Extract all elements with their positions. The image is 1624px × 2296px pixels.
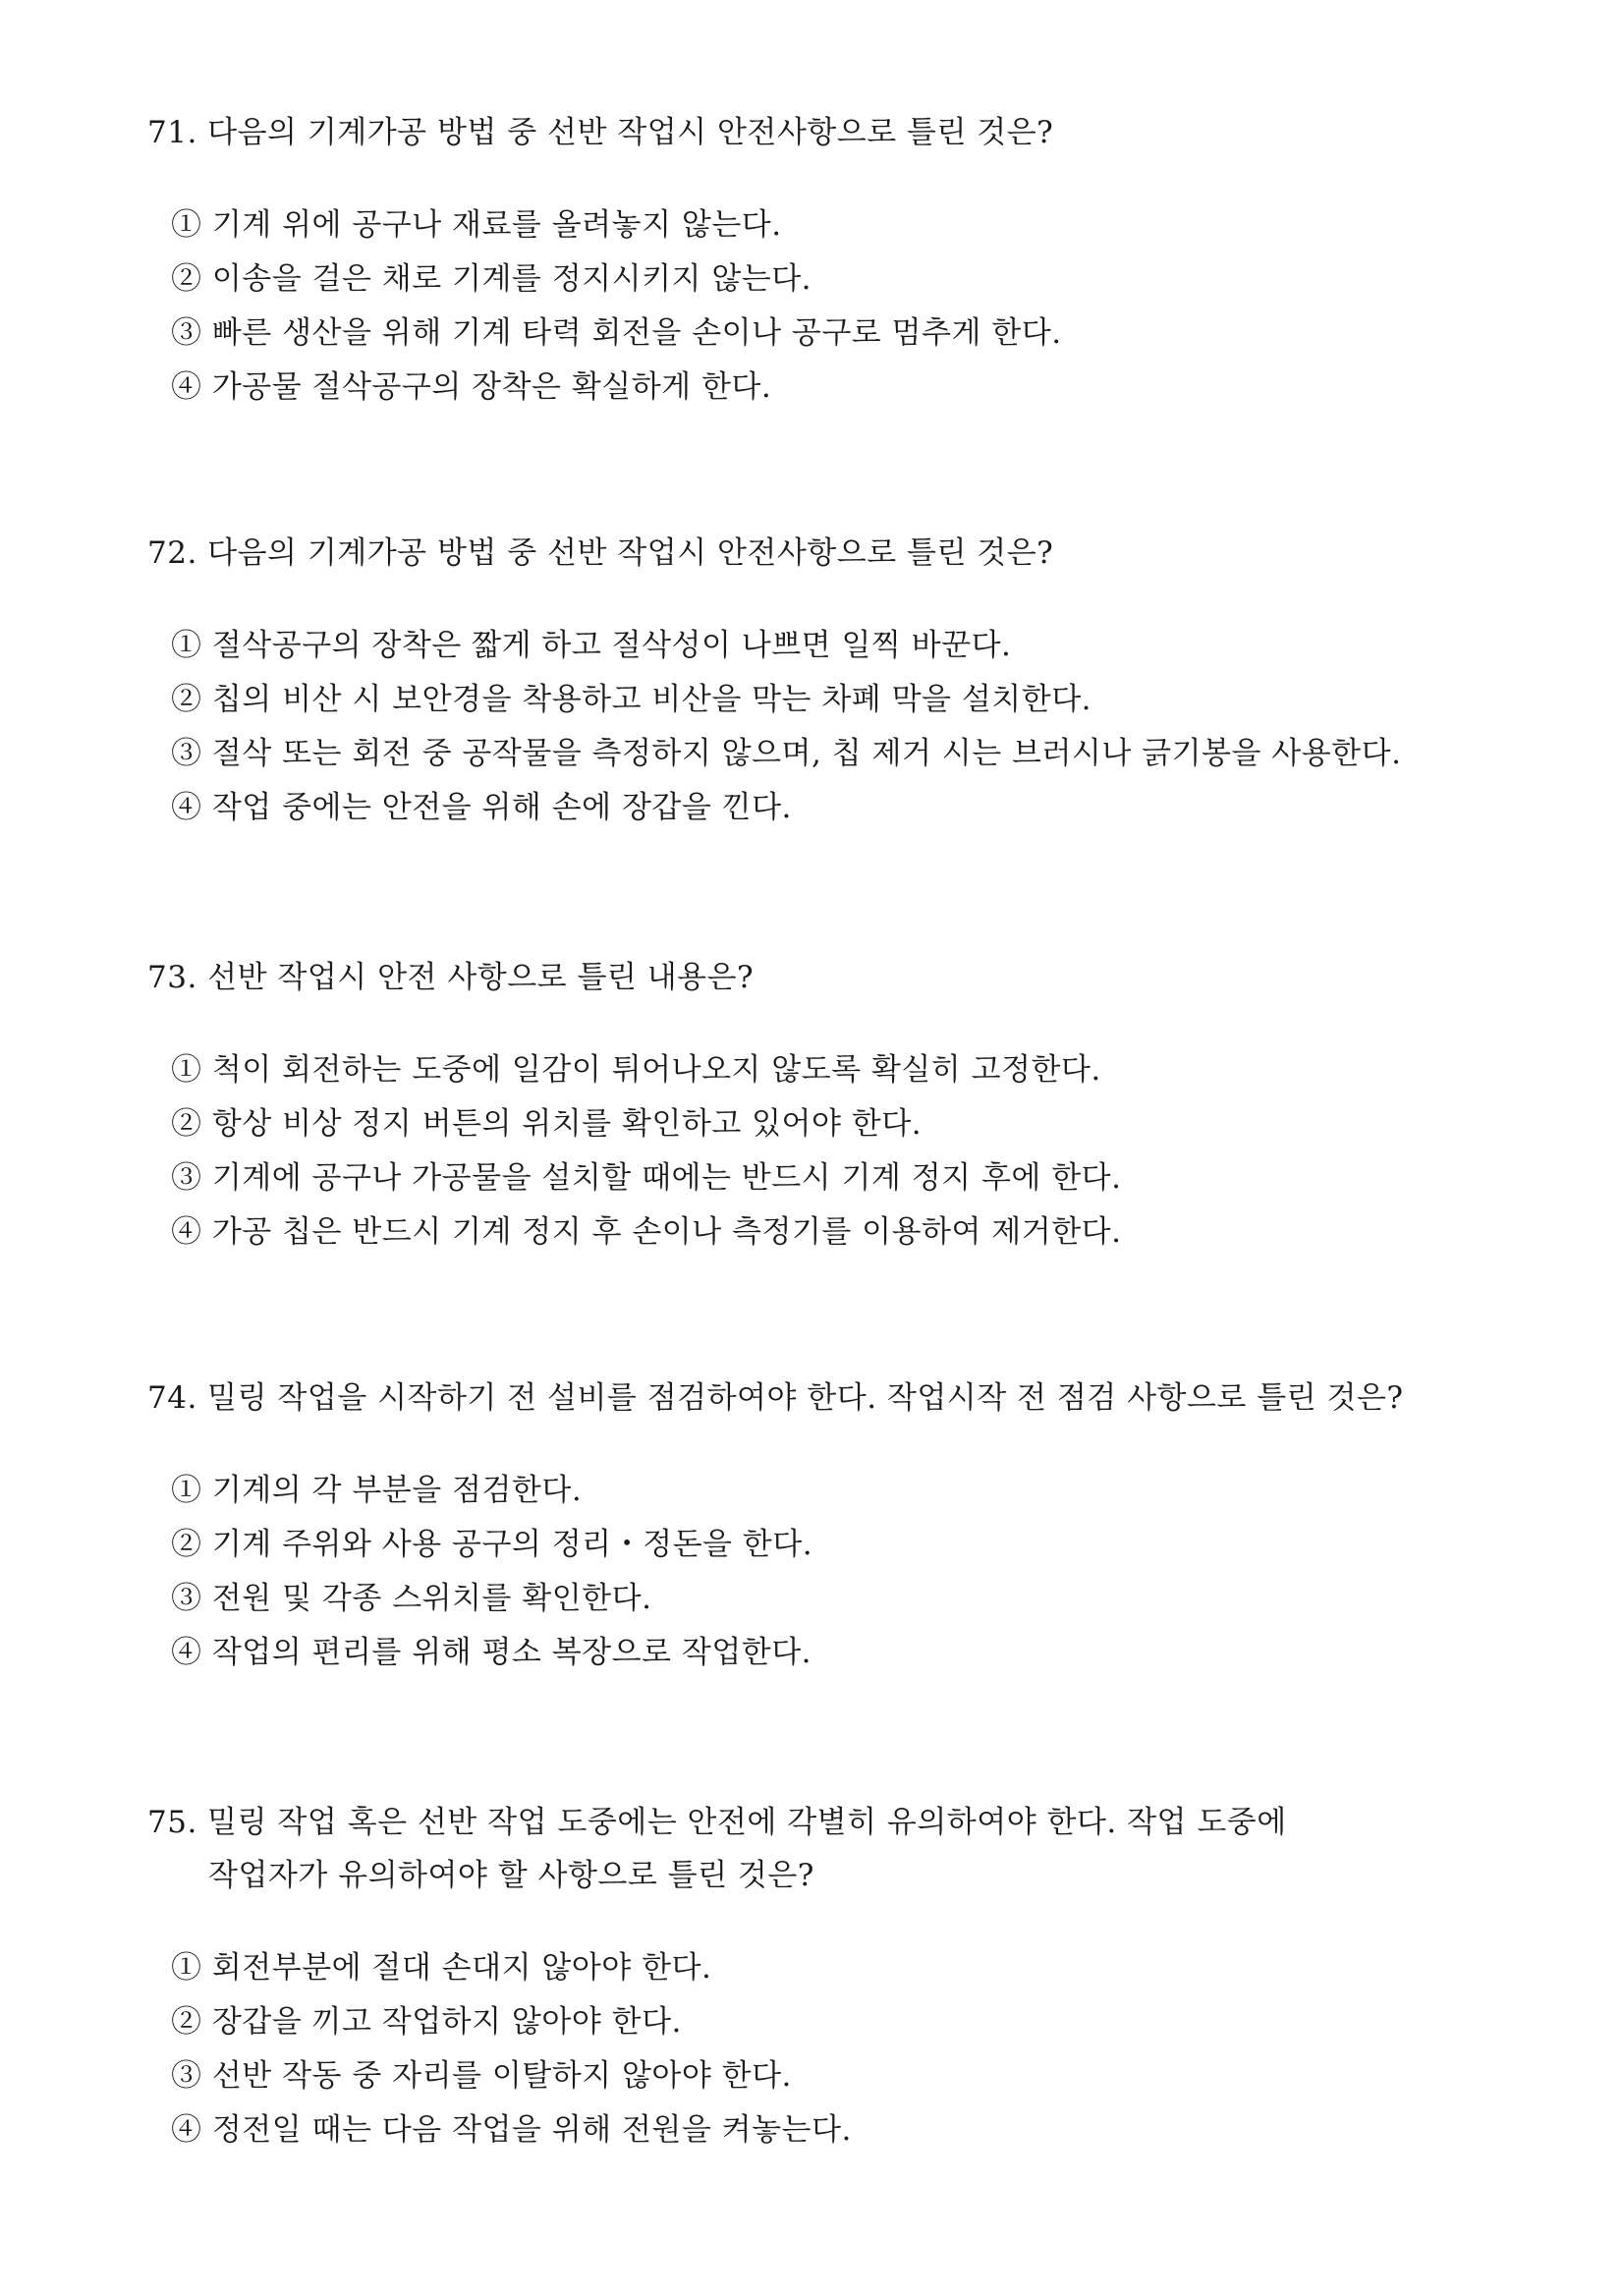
option-2: ② 항상 비상 정지 버튼의 위치를 확인하고 있어야 한다.: [171, 1106, 923, 1142]
option-2: ② 이송을 걸은 채로 기계를 정지시키지 않는다.: [171, 261, 812, 297]
option-1: ① 회전부분에 절대 손대지 않아야 한다.: [171, 1950, 712, 1986]
option-3: ③ 선반 작동 중 자리를 이탈하지 않아야 한다.: [171, 2058, 792, 2094]
option-4: ④ 작업 중에는 안전을 위해 손에 장갑을 낀다.: [171, 790, 792, 825]
option-3: ③ 기계에 공구나 가공물을 설치할 때에는 반드시 기계 정지 후에 한다.: [171, 1160, 1122, 1196]
option-3: ③ 빠른 생산을 위해 기계 타력 회전을 손이나 공구로 멈추게 한다.: [171, 315, 1062, 351]
question-stem-continued: 작업자가 유의하여야 할 사항으로 틀린 것은?: [208, 1858, 814, 1893]
option-1: ① 절삭공구의 장착은 짧게 하고 절삭성이 나쁘면 일찍 바꾼다.: [171, 628, 1012, 663]
option-list: [147, 1941, 1484, 2157]
option-list: [147, 198, 1484, 415]
question-72: [147, 527, 1484, 835]
option-list: [147, 1043, 1484, 1260]
option-4: ④ 작업의 편리를 위해 평소 복장으로 작업한다.: [171, 1635, 812, 1670]
option-2: ② 기계 주위와 사용 공구의 정리・정돈을 한다.: [171, 1527, 813, 1562]
option-3: ③ 절삭 또는 회전 중 공작물을 측정하지 않으며, 칩 제거 시는 브러시나 긁기봉을 사용한다.: [171, 736, 1402, 771]
question-74: [147, 1372, 1484, 1680]
question-stem: 75. 밀링 작업 혹은 선반 작업 도중에는 안전에 각별히 유의하여야 한다. 작업 도중에: [147, 1805, 1287, 1840]
option-list: [147, 1464, 1484, 1680]
option-1: ① 기계의 각 부분을 점검한다.: [171, 1473, 583, 1508]
question-stem: 72. 다음의 기계가공 방법 중 선반 작업시 안전사항으로 틀린 것은?: [147, 535, 1054, 571]
question-71: [147, 106, 1484, 415]
question-stem: 73. 선반 작업시 안전 사항으로 틀린 내용은?: [147, 960, 755, 995]
question-73: [147, 951, 1484, 1260]
option-list: [147, 619, 1484, 835]
option-1: ① 척이 회전하는 도중에 일감이 튀어나오지 않도록 확실히 고정한다.: [171, 1052, 1101, 1088]
option-3: ③ 전원 및 각종 스위치를 확인한다.: [171, 1581, 652, 1616]
option-4: ④ 정전일 때는 다음 작업을 위해 전원을 켜놓는다.: [171, 2112, 852, 2148]
option-1: ① 기계 위에 공구나 재료를 올려놓지 않는다.: [171, 207, 782, 243]
option-2: ② 장갑을 끼고 작업하지 않아야 한다.: [171, 2004, 682, 2040]
question-75: [147, 1796, 1484, 2157]
question-stem: 74. 밀링 작업을 시작하기 전 설비를 점검하여야 한다. 작업시작 전 점검 사항으로 틀린 것은?: [147, 1380, 1404, 1416]
option-2: ② 칩의 비산 시 보안경을 착용하고 비산을 막는 차폐 막을 설치한다.: [171, 682, 1092, 717]
option-4: ④ 가공물 절삭공구의 장착은 확실하게 한다.: [171, 369, 772, 405]
question-stem: 71. 다음의 기계가공 방법 중 선반 작업시 안전사항으로 틀린 것은?: [147, 115, 1054, 150]
option-4: ④ 가공 칩은 반드시 기계 정지 후 손이나 측정기를 이용하여 제거한다.: [171, 1214, 1122, 1250]
